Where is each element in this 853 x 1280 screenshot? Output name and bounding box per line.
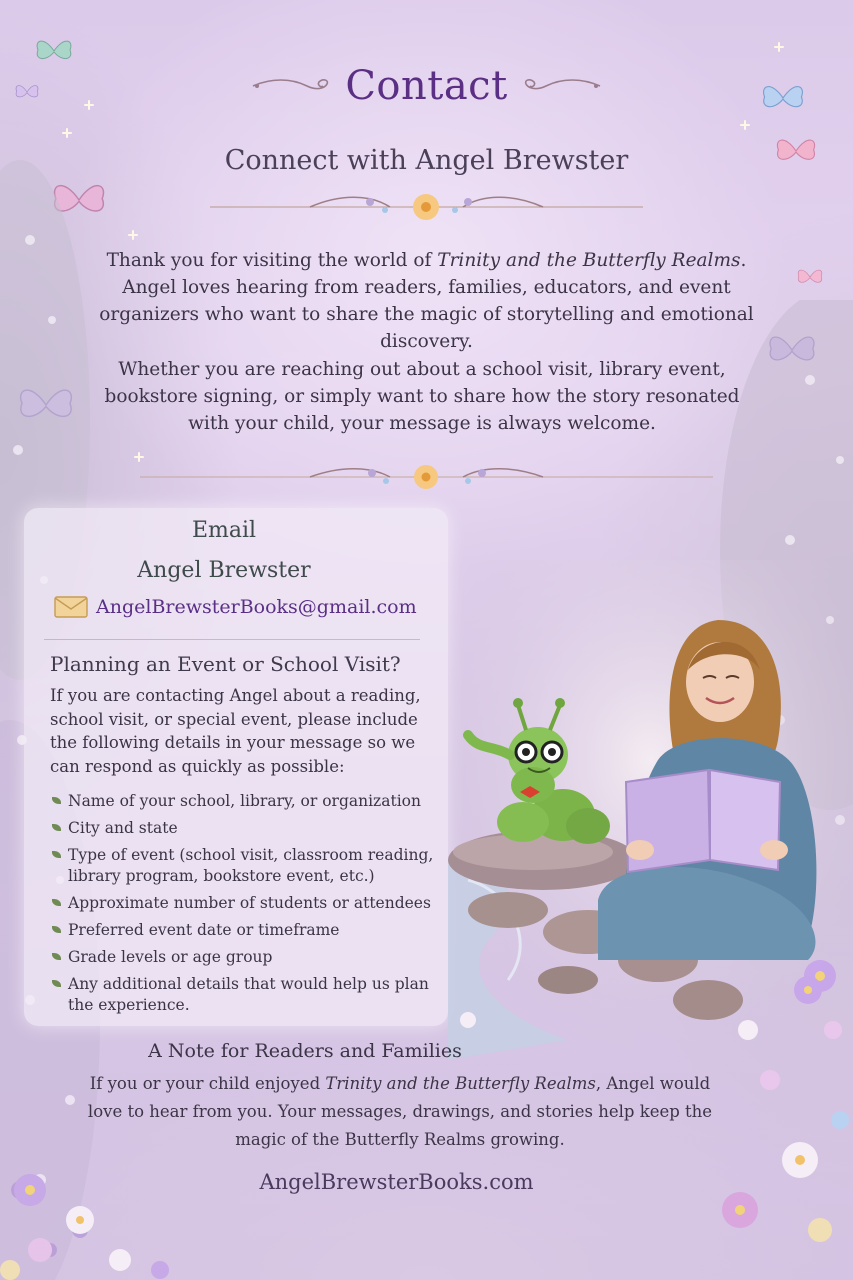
reading-illustration [448,560,853,1060]
book-title: Trinity and the Butterfly Realms [437,250,741,271]
list-item-text: Name of your school, library, or organization [68,792,421,810]
sparkle-decoration [128,230,138,240]
list-item [50,818,435,839]
leaf-bullet-icon [52,980,61,987]
event-section-heading: Planning an Event or School Visit? [50,652,401,676]
email-link[interactable]: AngelBrewsterBooks@gmail.com [96,596,417,618]
list-item [50,974,435,1016]
list-item [50,920,435,941]
page-subtitle: Connect with Angel Brewster [224,145,629,176]
intro-paragraph-2: Whether you are reaching out about a school visit, library event, bookstore signing, or simply want to share how the story resonated with your child, your message is always welcome. [104,359,740,434]
page-title: Contact [345,63,508,109]
leaf-bullet-icon [52,899,61,906]
intro-text: . [740,250,747,271]
list-item [50,845,435,887]
leaf-bullet-icon [52,926,61,933]
list-item-text: City and state [68,819,178,837]
event-section-intro: If you are contacting Angel about a reading, school visit, or special event, please include the following details in your message so we can respond as quickly as possible: [50,686,421,776]
butterfly-icon [796,266,824,288]
leaf-bullet-icon [52,953,61,960]
sparkle-decoration [134,452,144,462]
floral-divider [210,190,643,224]
note-text: , Angel would love to hear from you. Your messages, drawings, and stories help keep the magic of the Butterfly Realms growing. [87,1074,713,1149]
note-text: If you or your child enjoyed [89,1074,326,1093]
swirl-ornament-right [522,76,602,96]
author-name: Angel Brewster [137,558,311,583]
list-item-text: Grade levels or age group [68,948,273,966]
website-link[interactable]: AngelBrewsterBooks.com [259,1170,534,1194]
intro-paragraph-1 [70,247,783,355]
leaf-bullet-icon [52,824,61,831]
list-item-text: Type of event (school visit, classroom reading, library program, bookstore event, etc.) [68,846,434,885]
card-divider [44,639,420,640]
list-item-text: Any additional details that would help us plan the experience. [68,975,429,1014]
sparkle-decoration [774,42,784,52]
floral-divider [140,462,713,492]
envelope-icon [54,596,88,618]
book-title: Trinity and the Butterfly Realms [325,1074,596,1093]
email-heading: Email [191,518,257,543]
list-item-text: Preferred event date or timeframe [68,921,340,939]
swirl-ornament-left [251,76,331,96]
event-details-list [50,791,435,1022]
leaf-bullet-icon [52,797,61,804]
list-item [50,791,435,812]
note-heading: A Note for Readers and Families [148,1040,462,1062]
intro-text: Thank you for visiting the world of [106,250,438,271]
list-item [50,947,435,968]
list-item [50,893,435,914]
sparkle-decoration [740,120,750,130]
title-row [0,58,853,114]
list-item-text: Approximate number of students or attendees [68,894,431,912]
email-row [54,593,417,621]
intro-text: Angel loves hearing from readers, families, educators, and event organizers who want to share the magic of storytelling and emotional discovery. [99,277,754,352]
note-body [70,1070,730,1154]
leaf-bullet-icon [52,851,61,858]
